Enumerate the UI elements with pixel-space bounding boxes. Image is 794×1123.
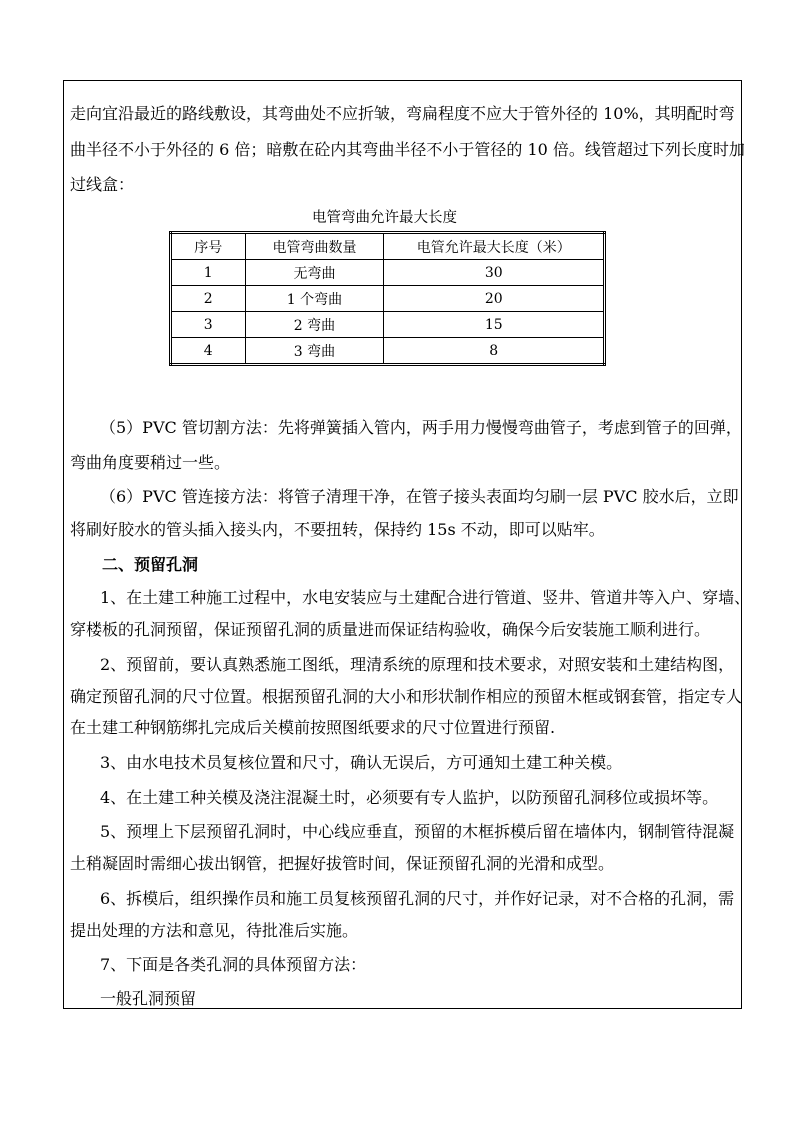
table-cell: 无弯曲 xyxy=(245,260,384,286)
table-header-cell: 电管允许最大长度（米） xyxy=(384,233,605,260)
para-6-line-2: 将刷好胶水的管头插入接头内，不要扭转，保持约 15s 不动，即可以贴牢。 xyxy=(70,520,605,539)
table-cell: 4 xyxy=(171,338,246,365)
item-7: 7、下面是各类孔洞的具体预留方法： xyxy=(100,955,367,974)
table-header-row xyxy=(171,233,605,260)
para-6-line-1: （6）PVC 管连接方法：将管子清理干净，在管子接头表面均匀刷一层 PVC 胶水后，立即 xyxy=(100,487,739,506)
table-cell: 3 xyxy=(171,312,246,338)
item-2-line-2: 确定预留孔洞的尺寸位置。根据预留孔洞的大小和形状制作相应的预留木框或钢套管，指定专人 xyxy=(70,687,743,706)
item-1-line-1: 1、在土建工种施工过程中，水电安装应与土建配合进行管道、竖井、管道井等入户、穿墙、 xyxy=(100,588,751,607)
table-cell: 3 弯曲 xyxy=(245,338,384,365)
table-row xyxy=(171,338,605,365)
section-2-heading: 二、预留孔洞 xyxy=(102,555,199,574)
table-header-cell: 电管弯曲数量 xyxy=(245,233,384,260)
table-cell: 1 xyxy=(171,260,246,286)
table-cell: 8 xyxy=(384,338,605,365)
para-5-line-1: （5）PVC 管切割方法：先将弹簧插入管内，两手用力慢慢弯曲管子，考虑到管子的回弹， xyxy=(100,418,742,437)
intro-line-2: 曲半径不小于外径的 6 倍；暗敷在砼内其弯曲半径不小于管径的 10 倍。线管超过下列长度时加 xyxy=(70,140,745,159)
item-4: 4、在土建工种关模及浇注混凝土时，必须要有专人监护，以防预留孔洞移位或损坏等。 xyxy=(100,788,719,807)
item-5-line-1: 5、预埋上下层预留孔洞时，中心线应垂直，预留的木框拆模后留在墙体内，钢制管待混凝 xyxy=(100,822,735,841)
table-cell: 15 xyxy=(384,312,605,338)
item-6-line-2: 提出处理的方法和意见，待批准后实施。 xyxy=(70,921,359,940)
table-header-cell: 序号 xyxy=(171,233,246,260)
subheading-general-holes: 一般孔洞预留 xyxy=(100,989,197,1008)
item-1-line-2: 穿楼板的孔洞预留，保证预留孔洞的质量进而保证结构验收，确保今后安装施工顺利进行。 xyxy=(70,620,711,639)
item-2-line-3: 在土建工种钢筋绑扎完成后关模前按照图纸要求的尺寸位置进行预留. xyxy=(70,718,556,737)
table-cell: 20 xyxy=(384,286,605,312)
table-cell: 30 xyxy=(384,260,605,286)
intro-line-3: 过线盒： xyxy=(70,175,135,194)
table-cell: 1 个弯曲 xyxy=(245,286,384,312)
para-5-line-2: 弯曲角度要稍过一些。 xyxy=(70,453,231,472)
pipe-bend-table xyxy=(169,231,606,366)
item-2-line-1: 2、预留前，要认真熟悉施工图纸，理清系统的原理和技术要求，对照安装和土建结构图， xyxy=(100,655,735,674)
table-cell: 2 xyxy=(171,286,246,312)
table-row xyxy=(171,260,605,286)
intro-line-1: 走向宜沿最近的路线敷设，其弯曲处不应折皱，弯扁程度不应大于管外径的 10%，其明配时弯 xyxy=(70,104,735,123)
table-row xyxy=(171,286,605,312)
table-caption: 电管弯曲允许最大长度 xyxy=(312,210,457,226)
table-cell: 2 弯曲 xyxy=(245,312,384,338)
item-5-line-2: 土稍凝固时需细心拔出钢管，把握好拔管时间，保证预留孔洞的光滑和成型。 xyxy=(70,854,615,873)
item-6-line-1: 6、拆模后，组织操作员和施工员复核预留孔洞的尺寸，并作好记录，对不合格的孔洞，需 xyxy=(100,889,735,908)
table-row xyxy=(171,312,605,338)
item-3: 3、由水电技术员复核位置和尺寸，确认无误后，方可通知土建工种关模。 xyxy=(100,753,623,772)
